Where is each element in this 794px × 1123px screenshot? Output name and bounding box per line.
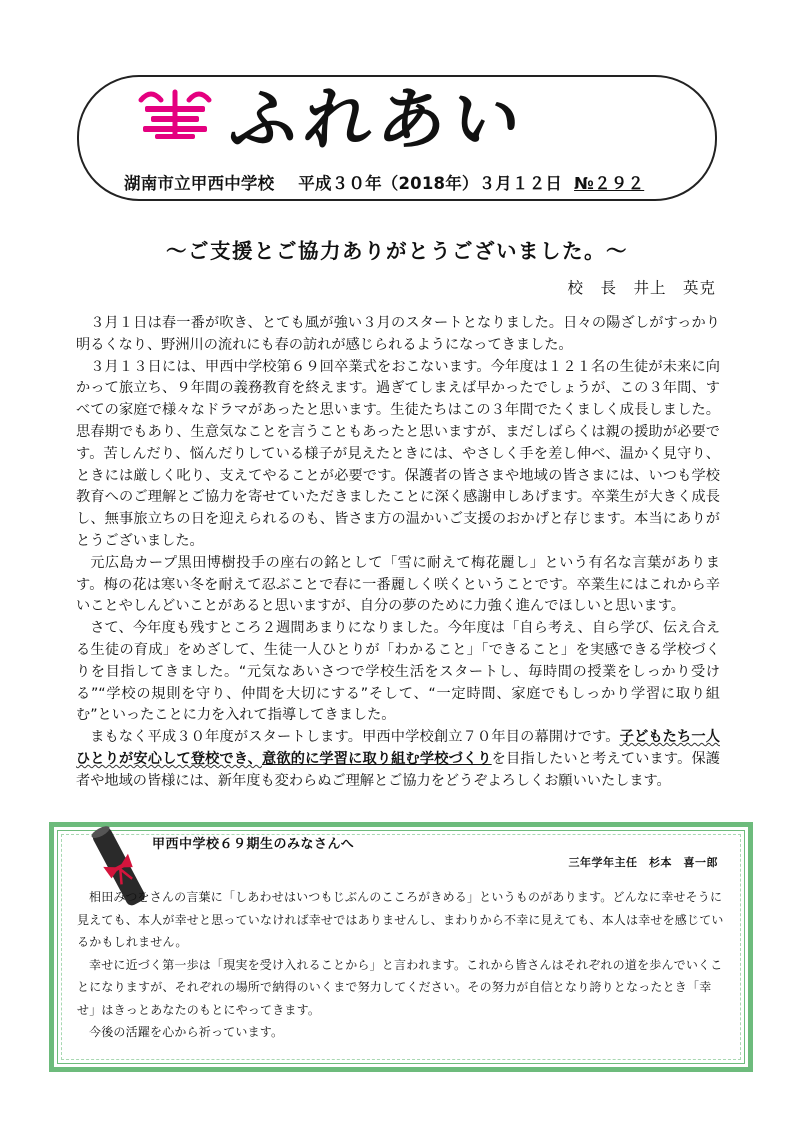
school-name: 湖南市立甲西中学校	[124, 174, 275, 193]
article-paragraph-2: ３月１３日には、甲西中学校第６９回卒業式をおこないます。今年度は１２１名の生徒が未来に向かって旅立ち、９年間の義務教育を終えます。過ぎてしまえば早かったでしょうが、この３年間、すべての家庭で様々なドラマがあったと思います。生徒たちはこの３年間でたくましく成長しました。思春期でもあり、生意気なことを言うこともあったと思いますが、まだしばらくは親の援助が必要です。苦しんだり、悩んだりしている様子が見えたときには、やさしく手を差し伸べ、温かく見守り、ときには厳しく叱り、支えてやることが必要です。保護者の皆さまや地域の皆さまには、いつも学校教育へのご理解とご協力を寄せていただきましたことに深く感謝申しあげます。卒業生が大きく成長し、無事旅立ちの日を迎えられるのも、皆さま方の温かいご支援のおかげと存じます。本当にありがとうございました。	[76, 358, 720, 549]
message-heading: 甲西中学校６９期生のみなさんへ	[152, 837, 355, 852]
article-paragraph-3: 元広島カープ黒田博樹投手の座右の銘として「雪に耐えて梅花麗し」という有名な言葉があります。梅の花は寒い冬を耐えて忍ぶことで春に一番麗しく咲くということです。卒業生にはこれから辛いことやしんどいことがあると思いますが、自分の夢のために力強く進んでほしいと思います。	[76, 554, 720, 615]
article-paragraph-1: ３月１日は春一番が吹き、とても風が強い３月のスタートとなりました。日々の陽ざしがすっかり明るくなり、野洲川の流れにも春の訪れが感じられるようになってきました。	[76, 315, 720, 353]
message-paragraph-3: 今後の活躍を心から祈っています。	[89, 1025, 284, 1039]
school-emblem-icon	[135, 86, 215, 142]
newsletter-title: ふれあい	[225, 80, 531, 160]
article-paragraph-4: さて、今年度も残すところ２週間あまりになりました。今年度は「自ら考え、自ら学び、伝え合える生徒の育成」をめざして、生徒一人ひとりが「わかること」「できること」を実感できる学校づくりを目指してきました。“元気なあいさつで学校生活をスタートし、毎時間の授業をしっかり受ける”“学校の規則を守り、仲間を大切にする”そして、“一定時間、家庭でもしっかり学習に取り組む”といったことに力を入れて指導してきました。	[76, 620, 720, 724]
issue-number: №２９２	[574, 174, 645, 193]
paragraph-5-closing: を目指したいと考えています。保護者や地域の皆様には、新年度も変わらぬご理解とご協力をどうぞよろしくお願いいたします。	[76, 750, 720, 789]
message-signature: 三年学年主任 杉本 喜一郎	[568, 856, 718, 869]
paragraph-5-intro: まもなく平成３０年度がスタートします。甲西中学校創立７０年目の幕開けです。	[90, 729, 620, 746]
issue-date: 平成３０年（2018年）３月１２日	[298, 174, 563, 193]
message-paragraph-2: 幸せに近づく第一歩は「現実を受け入れることから」と言われます。これから皆さんはそれぞれの道を歩んでいくことになりますが、それぞれの場所で納得のいくまで努力してください。その努力が自信となり誇りとなったとき「幸せ」はきっとあなたのもとにやってきます。	[77, 957, 723, 1017]
masthead-info	[124, 170, 644, 194]
article-author: 校 長 井上 英克	[567, 279, 716, 297]
article-headline: ～ご支援とご協力ありがとうございました。～	[166, 239, 628, 263]
message-paragraph-1: 相田みつをさんの言葉に「しあわせはいつもじぶんのこころがきめる」というものがあります。どんなに幸せそうに見えても、本人が幸せと思っていなければ幸せではありませんし、まわりから不幸に見えても、本人は幸せを感じているかもしれません。	[77, 890, 724, 949]
paragraph-5-wavy-emphasis: 子どもたち一人ひとりが安心して登校でき、	[76, 729, 720, 767]
paragraph-5-underlined-emphasis: 意欲的に学習に取り組む学校づくり	[262, 750, 492, 767]
message-body	[77, 886, 725, 1044]
article-paragraph-5	[76, 727, 720, 792]
article-body	[76, 313, 720, 793]
